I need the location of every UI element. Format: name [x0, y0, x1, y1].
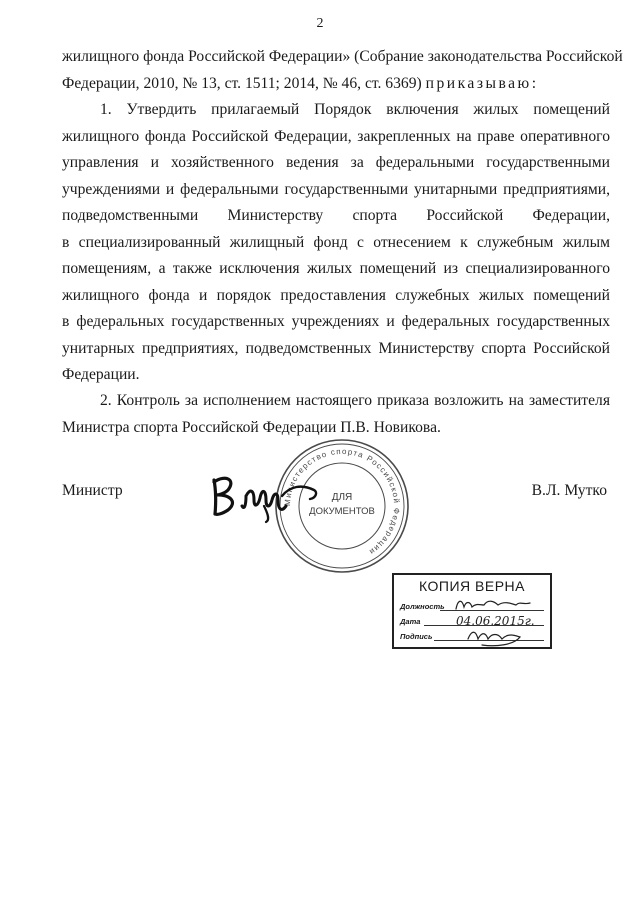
seal-center-line-2: ДОКУМЕНТОВ	[309, 506, 375, 517]
item-1-line: помещениям, а также исключения жилых помещений из специализированного	[62, 260, 610, 277]
item-1-line: 1. Утвердить прилагаемый Порядок включения жилых помещений	[100, 101, 610, 118]
item-1-paragraph	[62, 97, 610, 389]
item-1-line: подведомственными Министерству спорта Российской Федерации,	[62, 207, 610, 224]
item-1-line: унитарных предприятиях, подведомственных Министерству спорта Российской	[62, 339, 610, 357]
item-2-line: 2. Контроль за исполнением настоящего приказа возложить на заместителя	[100, 392, 610, 409]
seal-ring-text: Министерство спорта Российской Федерации	[282, 446, 402, 558]
item-1-line: в специализированный жилищный фонд с отнесением к служебным жилым	[62, 233, 610, 251]
item-2-line: Министра спорта Российской Федерации П.В. Новикова.	[62, 418, 441, 436]
item-1-line: управления и хозяйственного ведения за федеральными государственными	[62, 154, 610, 171]
minister-signature	[206, 466, 326, 524]
stamp-handwriting	[394, 575, 554, 651]
item-1-line: в федеральных государственных учреждениях и федеральных государственных	[62, 313, 610, 330]
item-1-line: Федерации.	[62, 366, 140, 383]
item-1-line: жилищного фонда Российской Федерации, закрепленных на праве оперативного	[62, 127, 610, 145]
item-1-line: учреждениями и федеральными государственными унитарными предприятиями,	[62, 180, 610, 198]
stamp-signature-label: Подпись	[400, 632, 433, 641]
intro-paragraph	[62, 44, 623, 97]
minister-name: В.Л. Мутко	[531, 482, 607, 499]
minister-position-label: Министр	[62, 482, 123, 499]
seal-center-line-1: ДЛЯ	[331, 492, 353, 503]
intro-line: жилищного фонда Российской Федерации» (Собрание законодательства Российской	[62, 48, 623, 65]
item-2-paragraph	[62, 388, 610, 441]
item-1-line: жилищного фонда и порядок предоставления служебных жилых помещений	[62, 286, 610, 304]
stamp-title: КОПИЯ ВЕРНА	[419, 578, 525, 594]
order-word: приказываю:	[425, 74, 539, 92]
copy-verified-stamp	[392, 573, 552, 649]
stamp-date-value: 04.06.2015г.	[456, 614, 535, 628]
stamp-position-label: Должность	[400, 602, 445, 611]
stamp-date-label: Дата	[400, 617, 421, 626]
page-number: 2	[316, 16, 324, 31]
intro-line: Федерации, 2010, № 13, ст. 1511; 2014, № 46, ст. 6369) приказываю:	[62, 74, 539, 92]
